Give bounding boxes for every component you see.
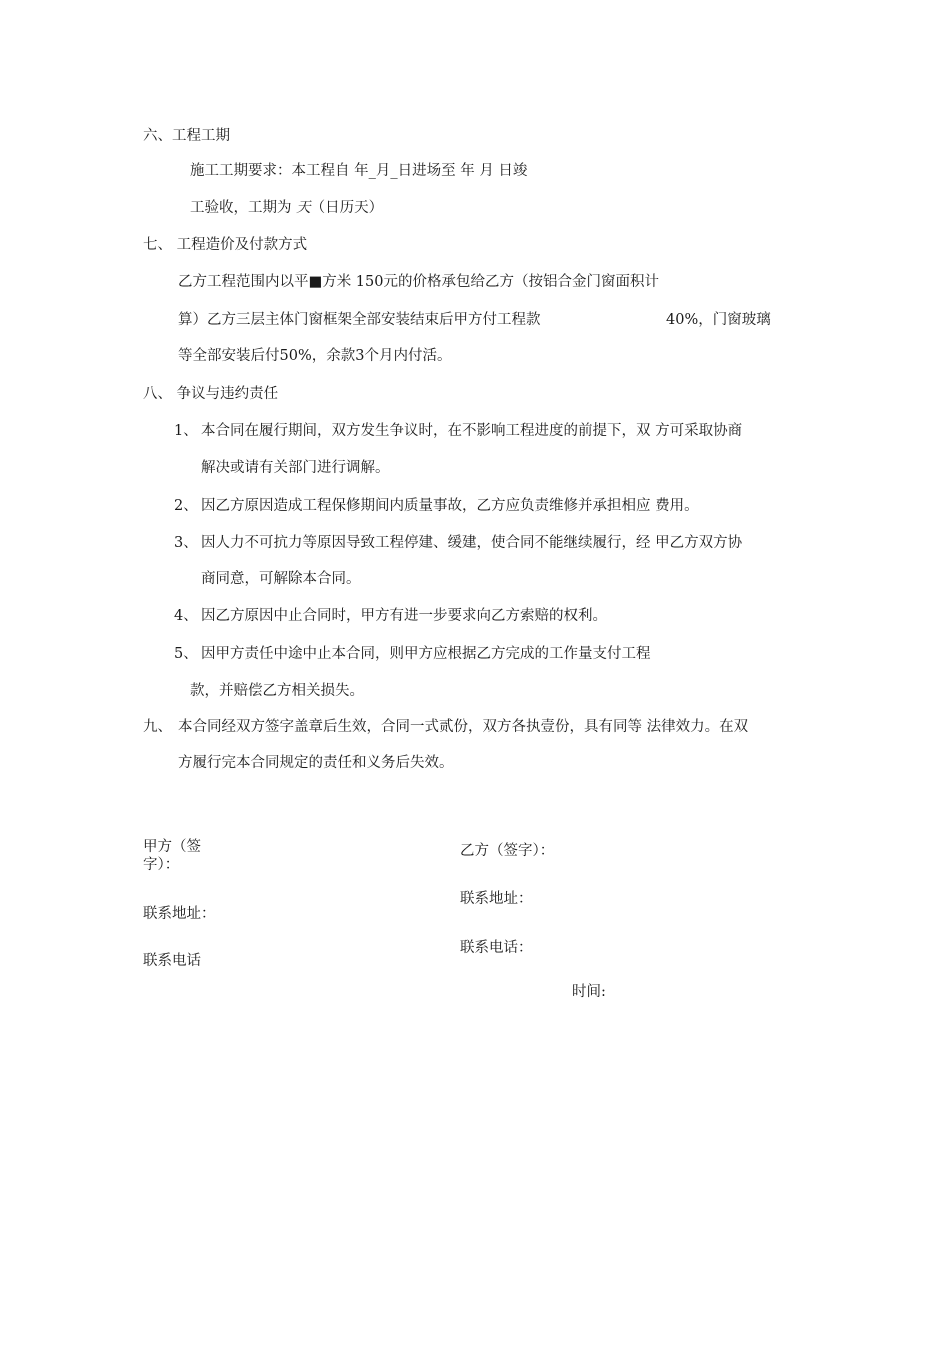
section8-item2-line1: 因乙方原因造成工程保修期间内质量事故，乙方应负责维修并承担相应 费用。 — [201, 498, 699, 514]
section8-item1-line2: 解决或请有关部门进行调解。 — [201, 460, 390, 476]
section6-line2-a: 工验收，工期为 — [190, 200, 292, 216]
section7-line1: 乙方工程范围内以平■方米 150元的价格承包给乙方（按铝合金门窗面积计 — [178, 274, 659, 290]
party-b-signature-label: 乙方（签字）： — [460, 843, 555, 859]
section6-heading: 六、工程工期 — [143, 128, 230, 144]
section8-item1-line1: 本合同在履行期间，双方发生争议时，在不影响工程进度的前提下，双 方可采取协商 — [201, 423, 743, 439]
time-label: 时间: — [572, 984, 606, 1000]
section7-line3: 等全部安装后付50%，余款3个月内付活。 — [178, 348, 452, 364]
section7-line2-b: 40%，门窗玻璃 — [666, 312, 771, 328]
party-a-signature-label-2: 字）： — [143, 857, 180, 873]
party-a-signature-label-1: 甲方（签 — [143, 839, 201, 855]
section8-item3-line1: 因人力不可抗力等原因导致工程停建、缓建，使合同不能继续履行，经 甲乙方双方协 — [201, 535, 743, 551]
section6-line2-c: （日历天） — [310, 200, 384, 216]
section8-item5-number: 5、 — [174, 646, 198, 662]
section9-line2: 方履行完本合同规定的责任和义务后失效。 — [178, 755, 454, 771]
section8-item3-line2: 商同意，可解除本合同。 — [201, 571, 361, 587]
section8-item3-number: 3、 — [174, 535, 198, 551]
section9-line1: 本合同经双方签字盖章后生效，合同一式贰份，双方各执壹份，具有同等 法律效力。在双 — [178, 719, 749, 735]
section6-line2-b: 天 — [296, 200, 311, 216]
section8-item1-number: 1、 — [174, 423, 198, 439]
section8-item4-line1: 因乙方原因中止合同时，甲方有进一步要求向乙方索赔的权利。 — [201, 608, 607, 624]
section8-heading: 八、 争议与违约责任 — [143, 386, 279, 402]
section8-item5-line1: 因甲方责任中途中止本合同，则甲方应根据乙方完成的工作量支付工程 — [201, 646, 651, 662]
section8-item2-number: 2、 — [174, 498, 198, 514]
section7-line2-a: 算）乙方三层主体门窗框架全部安装结束后甲方付工程款 — [178, 312, 541, 328]
section8-item5-line2: 款，并赔偿乙方相关损失。 — [190, 683, 364, 699]
section7-heading: 七、 工程造价及付款方式 — [143, 237, 308, 253]
section6-line1: 施工工期要求：本工程自 年_月_日进场至 年 月 日竣 — [190, 163, 528, 179]
section6-line2 — [190, 199, 383, 217]
party-b-phone-label: 联系电话： — [460, 940, 533, 956]
party-a-phone-label: 联系电话 — [143, 953, 201, 969]
section9-heading-number: 九、 — [143, 719, 172, 735]
party-a-address-label: 联系地址： — [143, 906, 216, 922]
party-b-address-label: 联系地址： — [460, 891, 533, 907]
section8-item4-number: 4、 — [174, 608, 198, 624]
